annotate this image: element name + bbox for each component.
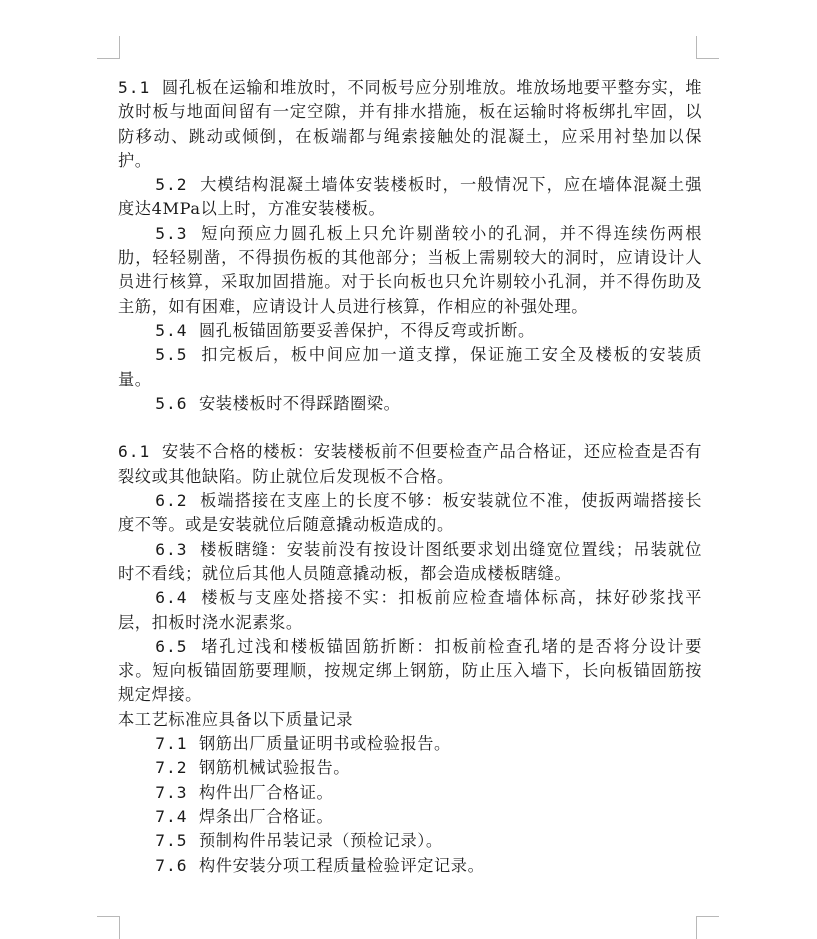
paragraph-spacer (118, 416, 702, 440)
clause-number: 6.2 (155, 491, 188, 511)
clause-gap (188, 856, 200, 875)
clause-gap (188, 783, 200, 802)
clause-gap (188, 345, 202, 364)
clause-gap (188, 224, 202, 243)
clause-number: 5.5 (155, 345, 188, 365)
paragraph (118, 319, 702, 343)
paragraph (118, 440, 702, 489)
clause-gap (188, 175, 201, 194)
paragraph-text: 钢筋机械试验报告。 (199, 758, 351, 778)
paragraph-text: 构件出厂合格证。 (199, 782, 334, 802)
clause-gap (188, 540, 201, 559)
clause-gap (188, 321, 200, 340)
clause-gap (188, 491, 201, 510)
clause-number: 6.3 (155, 539, 188, 559)
clause-number: 7.6 (155, 855, 188, 875)
paragraph (118, 781, 702, 805)
paragraph (118, 732, 702, 756)
paragraph-text: 短向预应力圆孔板上只允许剔凿较小的孔洞，并不得连续伤两根肋，轻轻剔凿，不得损伤板的其他部分；当板上需剔较大的洞时，应请设计人员进行核算，采取加固措施。对于长向板也只允许剔较小孔洞，并不得伤助及主筋，如有困难，应请设计人员进行核算，作相应的补强处理。 (118, 223, 702, 316)
clause-number: 5.1 (118, 78, 151, 97)
paragraph (118, 173, 702, 222)
paragraph-text: 构件安装分项工程质量检验评定记录。 (199, 855, 485, 875)
paragraph-text: 大模结构混凝土墙体安装楼板时，一般情况下，应在墙体混凝土强度达4MPa以上时，方准安装楼板。 (118, 175, 702, 219)
clause-gap (188, 734, 200, 753)
clause-gap (150, 78, 162, 97)
page-corner-mark-top-left (97, 36, 120, 59)
paragraph (118, 829, 702, 853)
clause-number: 6.1 (118, 442, 151, 462)
clause-number: 5.3 (155, 223, 188, 243)
paragraph (118, 756, 702, 780)
clause-number: 7.5 (155, 831, 188, 851)
paragraph (118, 708, 702, 732)
paragraph (118, 854, 702, 878)
clause-gap (188, 758, 200, 777)
clause-gap (188, 637, 202, 656)
page-corner-mark-top-right (696, 36, 719, 59)
page-corner-mark-bottom-right (696, 916, 719, 939)
paragraph-text: 堵孔过浅和楼板锚固筋折断：扣板前检查孔堵的是否将分设计要求。短向板锚固筋要理顺，按规定绑上钢筋，防止压入墙下，长向板锚固筋按规定焊接。 (118, 636, 702, 705)
document-body (118, 76, 702, 878)
clause-gap (188, 807, 200, 826)
clause-gap (150, 442, 162, 461)
clause-number: 7.4 (155, 806, 188, 826)
page-corner-mark-bottom-left (97, 916, 120, 939)
paragraph-text: 楼板瞎缝：安装前没有按设计图纸要求划出缝宽位置线；吊装就位时不看线；就位后其他人员随意撬动板，都会造成楼板瞎缝。 (118, 539, 702, 583)
paragraph-text: 安装不合格的楼板：安装楼板前不但要检查产品合格证，还应检查是否有裂纹或其他缺陷。防止就位后发现板不合格。 (118, 442, 702, 486)
paragraph (118, 538, 702, 587)
paragraph (118, 805, 702, 829)
clause-gap (188, 831, 200, 850)
paragraph (118, 586, 702, 635)
clause-number: 5.2 (155, 175, 188, 195)
clause-gap (188, 588, 202, 607)
paragraph-text: 钢筋出厂质量证明书或检验报告。 (199, 734, 451, 754)
clause-number: 7.1 (155, 734, 188, 754)
paragraph (118, 343, 702, 392)
clause-number: 6.5 (155, 636, 188, 656)
clause-number: 7.2 (155, 758, 188, 778)
paragraph-text: 扣完板后，板中间应加一道支撑，保证施工安全及楼板的安装质量。 (118, 345, 702, 389)
paragraph-text: 本工艺标准应具备以下质量记录 (118, 709, 354, 729)
paragraph-text: 圆孔板在运输和堆放时，不同板号应分别堆放。堆放场地要平整夯实，堆放时板与地面间留有一定空隙，并有排水措施，板在运输时将板绑扎牢固，以防移动、跳动或倾倒，在板端都与绳索接触处的混凝土，应采用衬垫加以保护。 (118, 78, 702, 170)
paragraph-text: 板端搭接在支座上的长度不够：板安装就位不准，使扳两端搭接长度不等。或是安装就位后随意撬动板造成的。 (118, 491, 702, 535)
paragraph (118, 392, 702, 416)
paragraph (118, 222, 702, 319)
paragraph (118, 76, 702, 173)
clause-gap (188, 394, 200, 413)
paragraph-text: 安装楼板时不得踩踏圈梁。 (199, 393, 401, 413)
paragraph-text: 楼板与支座处搭接不实：扣板前应检查墙体标高，抹好砂浆找平层，扣板时浇水泥素浆。 (118, 588, 702, 632)
paragraph-text: 预制构件吊装记录（预检记录）。 (199, 831, 443, 851)
paragraph-text: 圆孔板锚固筋要妥善保护，不得反弯或折断。 (199, 320, 535, 340)
clause-number: 6.4 (155, 588, 188, 608)
clause-number: 7.3 (155, 782, 188, 802)
paragraph (118, 489, 702, 538)
paragraph-text: 焊条出厂合格证。 (199, 806, 334, 826)
clause-number: 5.6 (155, 393, 188, 413)
paragraph (118, 635, 702, 708)
clause-number: 5.4 (155, 320, 188, 340)
